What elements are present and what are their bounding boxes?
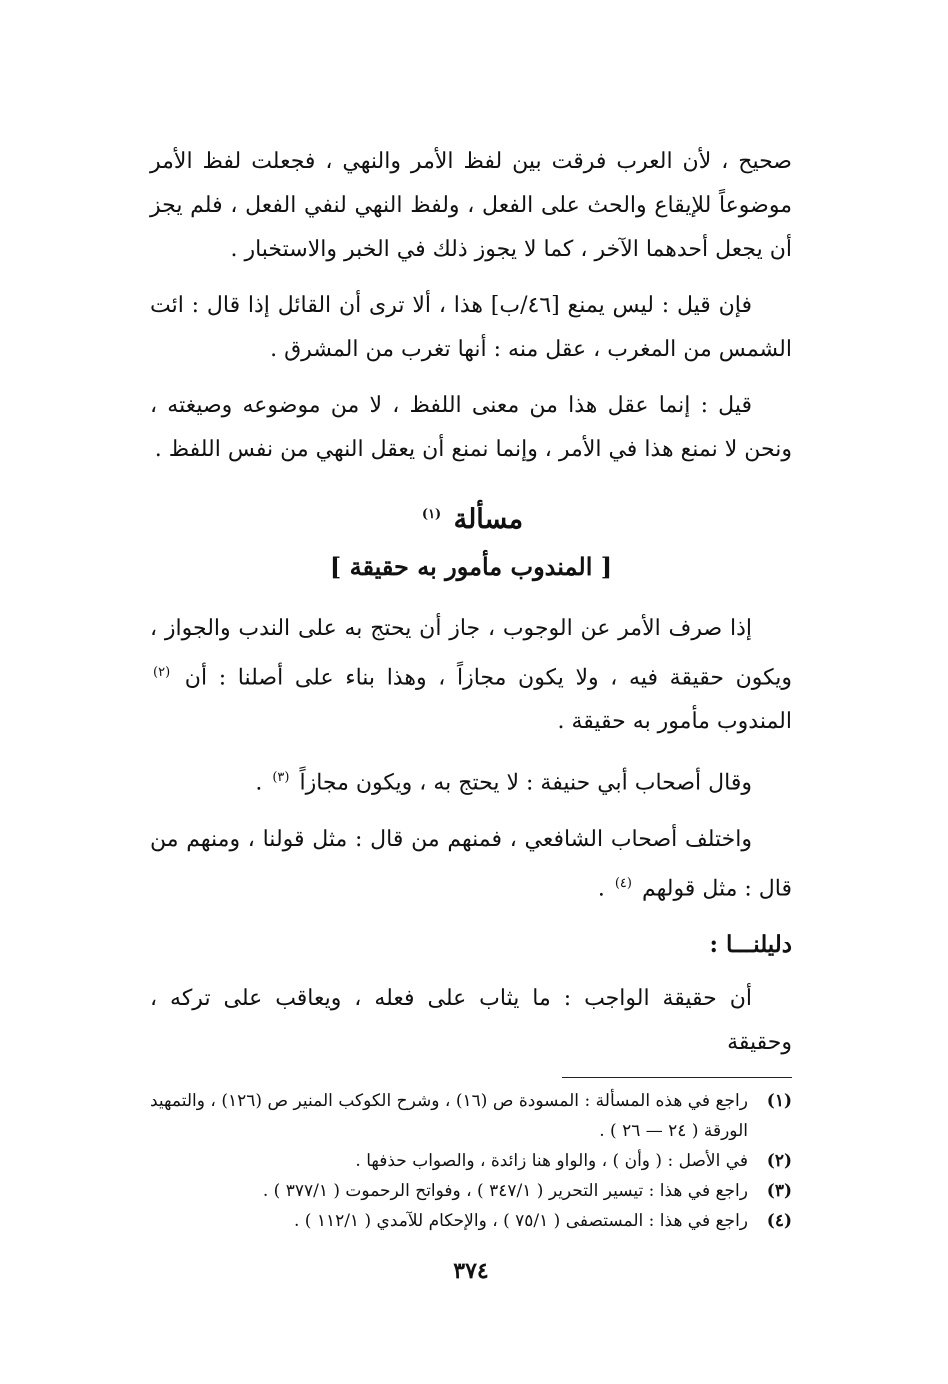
paragraph-nadb (150, 607, 792, 744)
section-title-text: مسألة (453, 504, 524, 535)
footnote-ref-3: (٣) (272, 770, 290, 786)
paragraph-objection: فإن قيل : ليس يمنع [٤٦/ب] هذا ، ألا ترى أن القائل إذا قال : ائت الشمس من المغرب ، عقل منه : أنها تغرب من المشرق . (150, 293, 792, 362)
footnote-text: راجع في هذا : المستصفى ( ٧٥/١ ) ، والإحكام للآمدي ( ١١٢/١ ) . (293, 1210, 748, 1231)
footnote-item (150, 1206, 792, 1236)
footnote-item (150, 1176, 792, 1206)
footnote-ref-2: (٢) (153, 665, 171, 680)
footnote-ref-4: (٤) (614, 875, 632, 891)
section-subtitle: [ المندوب مأمور به حقيقة ] (329, 552, 613, 581)
paragraph-reply: قيل : إنما عقل هذا من معنى اللفظ ، لا من موضوعه وصيغته ، ونحن لا نمنع هذا في الأمر ، وإنما نمنع أن يعقل النهي من نفس اللفظ . (150, 393, 792, 462)
page-body (150, 140, 792, 1284)
paragraph-shafii-text: واختلف أصحاب الشافعي ، فمنهم من قال : مثل قولنا ، ومنهم من قال : مثل قولهم (150, 826, 792, 901)
footnote-text: في الأصل : ( وأن ) ، والواو هنا زائدة ، والصواب حذفها . (355, 1150, 748, 1171)
paragraph-wajib: أن حقيقة الواجب : ما يثاب على فعله ، ويعاقب على تركه ، وحقيقة (150, 985, 792, 1055)
footnote-text: راجع في هذه المسألة : المسودة ص (١٦) ، وشرح الكوكب المنير ص (١٢٦) ، والتمهيد الورقة ( ٢٤ — ٢٦ ) . (150, 1090, 748, 1141)
footnote-item (150, 1146, 792, 1176)
footnote-item (150, 1086, 792, 1146)
paragraph-shafii-end: . (597, 875, 605, 901)
paragraph-hanafi (150, 756, 792, 805)
paragraph-nadb-text-a: إذا صرف الأمر عن الوجوب ، جاز أن يحتج به على الندب والجواز ، ويكون حقيقة فيه ، ولا يكون مجازاً ، وهذا بناء على أصلنا : أن (150, 616, 793, 691)
footnote-number: (٢) (766, 1150, 792, 1171)
section-title (150, 492, 792, 543)
footnote-number: (٤) (766, 1210, 792, 1231)
footnote-divider (562, 1077, 792, 1078)
footnote-number: (١) (766, 1090, 792, 1111)
dalil-heading: دليلنـــا : (709, 930, 792, 958)
paragraph-hanafi-text: وقال أصحاب أبي حنيفة : لا يحتج به ، ويكون مجازاً (299, 770, 752, 796)
paragraph-sahih: صحيح ، لأن العرب فرقت بين لفظ الأمر والنهي ، فجعلت لفظ الأمر موضوعاً للإيقاع والحث على الفعل ، ولفظ النهي لنفي الفعل ، فلم يجز أن يجعل أحدهما الآخر ، كما لا يجوز ذلك في الخبر والاستخبار . (150, 149, 792, 262)
footnote-number: (٣) (766, 1180, 792, 1201)
paragraph-hanafi-end: . (255, 770, 263, 796)
paragraph-nadb-text-b: المندوب مأمور به حقيقة . (557, 709, 792, 735)
footnote-ref-1: (١) (421, 507, 442, 522)
page-number: ٣٧٤ (453, 1257, 489, 1284)
footnotes (150, 1086, 792, 1236)
paragraph-shafii (150, 818, 792, 911)
footnote-text: راجع في هذا : تيسير التحرير ( ٣٤٧/١ ) ، وفواتح الرحموت ( ٣٧٧/١ ) . (262, 1180, 748, 1201)
